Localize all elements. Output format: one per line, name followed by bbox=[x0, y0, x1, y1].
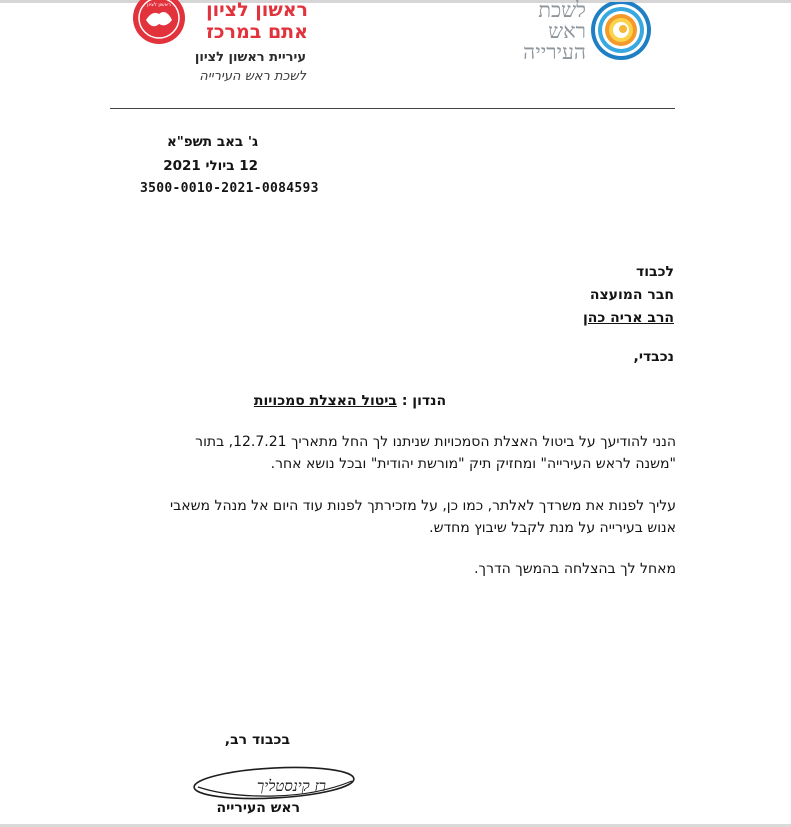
body-p3-line1: מאחל לך בהצלחה בהמשך הדרך. bbox=[474, 561, 676, 577]
city-slogan-line1: ראשון לציון bbox=[206, 0, 308, 21]
page-top-edge bbox=[0, 0, 791, 3]
city-slogan bbox=[190, 0, 308, 44]
city-office: לשכת ראש העירייה bbox=[199, 69, 306, 84]
subject-line bbox=[200, 393, 500, 409]
office-logo-line3: העירייה bbox=[523, 40, 586, 64]
spiral-logo-icon bbox=[580, 2, 662, 62]
recipient-role: חבר המועצה bbox=[589, 287, 674, 303]
city-emblem-text: ראשון לציון bbox=[147, 2, 171, 8]
body-p1-line2: "משנה לראש העירייה" ומחזיק תיק "מורשת יהודית" ובכל נושא אחר. bbox=[270, 456, 676, 472]
header-divider bbox=[110, 108, 675, 109]
body-paragraph-1 bbox=[108, 431, 676, 475]
subject-text: ביטול האצלת סמכויות bbox=[253, 393, 397, 409]
recipient-name: הרב אריה כהן bbox=[582, 310, 674, 326]
body-paragraph-2 bbox=[108, 495, 676, 539]
city-emblem-icon bbox=[132, 0, 186, 45]
recipient-honorific: לכבוד bbox=[636, 264, 674, 280]
gregorian-date: 12 ביולי 2021 bbox=[163, 158, 258, 174]
body-p2-line2: אנוש בעירייה על מנת לקבל שיבוץ מחדש. bbox=[429, 520, 676, 536]
reference-number: 3500-0010-2021-0084593 bbox=[140, 181, 319, 196]
city-municipality: עיריית ראשון לציון bbox=[194, 50, 306, 65]
salutation: נכבדי, bbox=[633, 349, 674, 365]
signature: רז קינסטליך bbox=[256, 777, 326, 795]
body-p1-line1: הנני להודיעך על ביטול האצלת הסמכויות שניתנו לך החל מתאריך 12.7.21, בתור bbox=[195, 434, 676, 450]
city-slogan-line2: אתם במרכז bbox=[206, 21, 308, 43]
body-paragraph-3 bbox=[108, 558, 676, 580]
body-p2-line1: עליך לפנות את משרדך לאלתר, כמו כן, על מזכירתך לפנות עוד היום אל מנהל משאבי bbox=[170, 498, 676, 514]
subject-label: הנדון : bbox=[401, 393, 447, 409]
office-logo-line2: ראש bbox=[548, 19, 586, 43]
signer-title: ראש העירייה bbox=[216, 800, 300, 816]
office-logo-line1: לשכת bbox=[538, 0, 586, 22]
office-logo-text bbox=[506, 0, 586, 63]
closing-phrase: בכבוד רב, bbox=[224, 732, 290, 748]
hebrew-date: ג' באב תשפ"א bbox=[166, 134, 258, 150]
